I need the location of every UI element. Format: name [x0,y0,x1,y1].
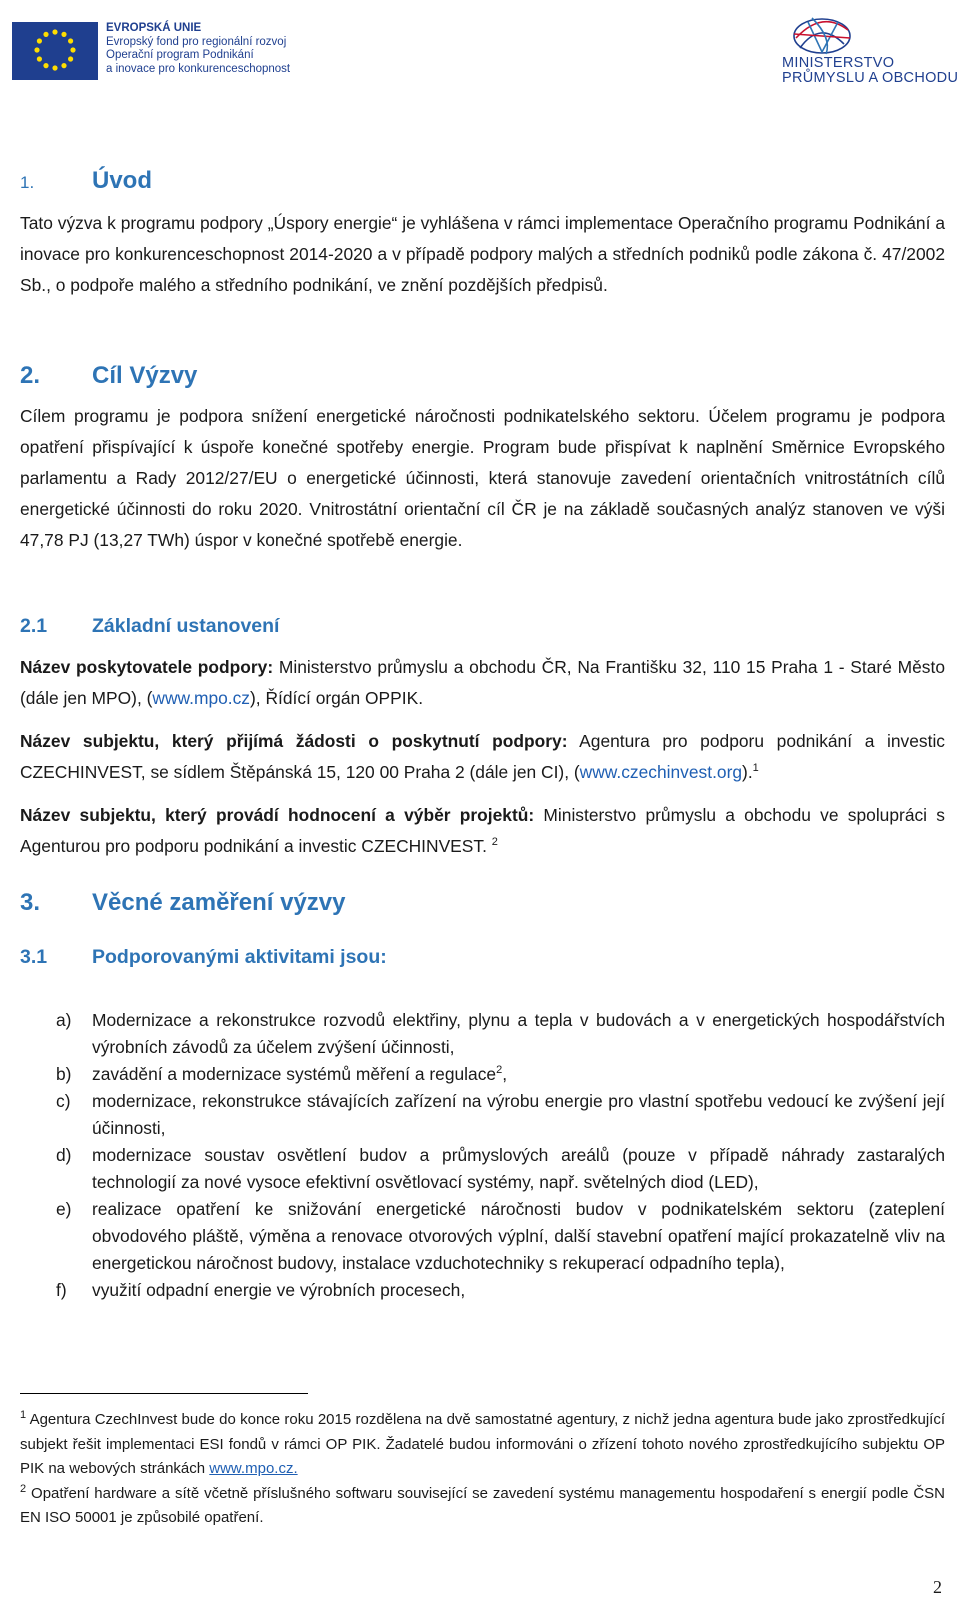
footnote-mark: 1 [20,1409,27,1421]
footnote-text: Agentura CzechInvest bude do konce roku 2015 rozdělena na dvě samostatné agentury, z nichž jedna agentura bude jako zprostředkující subjekt řešit implementaci ESI fondů v rámci OP PIK. Žadatelé budou informováni o zřízení tohoto nového zprostředkujícího subjektu OP PIK na webových stránkách [20,1411,945,1477]
czechinvest-link[interactable]: www.czechinvest.org [579,762,743,782]
footnote-separator [20,1393,308,1394]
section-title: Věcné zaměření výzvy [92,889,346,916]
mpo-footnote-link[interactable]: www.mpo.cz. [209,1460,298,1477]
list-item [20,1007,945,1061]
footnote-ref[interactable]: 2 [491,836,498,849]
list-marker: c) [56,1091,71,1111]
evaluator-label: Název subjektu, který provádí hodnocení a výběr projektů: [20,805,535,825]
section-title: Základní ustanovení [92,615,280,637]
list-marker: e) [56,1199,72,1219]
list-item-text: modernizace, rekonstrukce stávajících zařízení na výrobu energie pro vlastní spotřebu vedoucí ke zvýšení její účinnosti, [92,1091,945,1138]
section-2-text: Cílem programu je podpora snížení energetické náročnosti podnikatelského sektoru. Účelem programu je podpora opatření přispívající k úspoře konečné spotřeby energie. Program bude přispívat k naplnění Směrnice Evropského parlamentu a Rady 2012/27/EU o energetické účinnosti, která stanovuje zavedení orientačních vnitrostátních cílů energetické účinnosti do roku 2020. Vnitrostátní orientační cíl ČR je na základě současných analýz stanoven ve výši 47,78 PJ (13,27 TWh) úspor v konečné spotřebě energie. [20,406,945,550]
section-number: 3.1 [20,946,48,968]
list-marker: d) [56,1145,72,1165]
list-marker: b) [56,1064,72,1084]
evaluator-text: Ministerstvo průmyslu a obchodu ve spolupráci s Agenturou pro podporu podnikání a investic CZECHINVEST. [20,805,946,856]
mpo-logo-text [782,56,958,86]
footnote-ref[interactable]: 2 [496,1064,503,1077]
mpo-link[interactable]: www.mpo.cz [152,688,251,708]
section-number: 2.1 [20,615,48,637]
list-item-text: realizace opatření ke snižování energetické náročnosti budov v podnikatelském sektoru (zateplení obvodového pláště, výměna a renovace otvorových výplní, další stavební opatření mající prokazatelně vliv na energetickou náročnost budovy, instalace vzduchotechniky s rekuperací odpadního tepla), [92,1199,945,1273]
mpo-globe-logo [782,8,856,56]
list-item-text: Modernizace a rekonstrukce rozvodů elektřiny, plynu a tepla v budovách a v energetických hospodářstvích výrobních závodů za účelem zvýšení účinnosti, [92,1010,945,1057]
section-title: Cíl Výzvy [92,362,198,389]
list-item [20,1088,945,1142]
evaluator-paragraph [20,800,945,862]
section-2-1-heading [20,615,945,638]
list-item [20,1277,945,1304]
section-3-heading [20,889,945,917]
receiver-text: Agentura pro podporu podnikání a investic CZECHINVEST, se sídlem Štěpánská 15, 120 00 Praha 2 (dále jen CI), ( [20,731,946,782]
section-number: 3. [20,889,41,916]
section-title: Úvod [92,167,152,194]
section-3-1-heading [20,946,945,969]
receiver-label: Název subjektu, který přijímá žádosti o poskytnutí podpory: [20,731,568,751]
footnote-mark: 2 [20,1482,27,1495]
receiver-paragraph [20,726,945,788]
section-number: 2. [20,362,41,389]
mpo-line: MINISTERSTVO [782,55,895,71]
footnote-2 [20,1482,945,1531]
list-marker: a) [56,1010,72,1030]
list-item [20,1196,945,1277]
receiver-tail: ). [742,762,753,782]
section-title: Podporovanými aktivitami jsou: [92,946,387,968]
list-item-text: využití odpadní energie ve výrobních procesech, [92,1280,466,1300]
list-item-tail: , [502,1064,508,1084]
activities-list [20,1007,945,1304]
provider-paragraph [20,652,945,714]
eu-line: Operační program Podnikání [106,49,254,61]
mpo-line: PRŮMYSLU A OBCHODU [782,70,959,86]
section-1-heading [20,167,945,195]
footnotes [20,1408,945,1531]
section-number: 1. [20,173,35,192]
footnote-1 [20,1408,945,1482]
footnote-ref[interactable]: 1 [752,762,759,775]
list-item [20,1061,945,1088]
list-marker: f) [56,1280,67,1300]
provider-tail: ), Řídící orgán OPPIK. [250,688,424,708]
eu-flag-logo [12,22,98,80]
page-number: 2 [933,1577,942,1597]
list-item-text: zavádění a modernizace systémů měření a regulace [92,1064,497,1084]
section-1-text: Tato výzva k programu podpory „Úspory energie“ je vyhlášena v rámci implementace Operačního programu Podnikání a inovace pro konkurenceschopnost 2014-2020 a v případě podpory malých a středních podniků podle zákona č. 47/2002 Sb., o podpoře malého a středního podnikání, ve znění pozdějších předpisů. [20,213,945,295]
eu-line: Evropský fond pro regionální rozvoj [106,35,287,48]
provider-text: Ministerstvo průmyslu a obchodu ČR, Na Františku 32, 110 15 Praha 1 - Staré Město (dále jen MPO), ( [20,657,945,708]
eu-line: EVROPSKÁ UNIE [106,22,202,34]
section-2-heading [20,362,945,390]
footnote-text: Opatření hardware a sítě včetně příslušného softwaru související se zavedení systému managementu hospodaření s energií podle ČSN EN ISO 50001 je způsobilé opatření. [20,1484,945,1526]
list-item [20,1142,945,1196]
eu-line: a inovace pro konkurenceschopnost [106,62,291,75]
provider-label: Název poskytovatele podpory: [20,657,274,677]
eu-logo-text [106,22,290,76]
list-item-text: modernizace soustav osvětlení budov a průmyslových areálů (pouze v případě náhrady zastaralých technologií za nové vysoce efektivní osvětlovací systémy, např. světelných diod (LED), [92,1145,945,1192]
